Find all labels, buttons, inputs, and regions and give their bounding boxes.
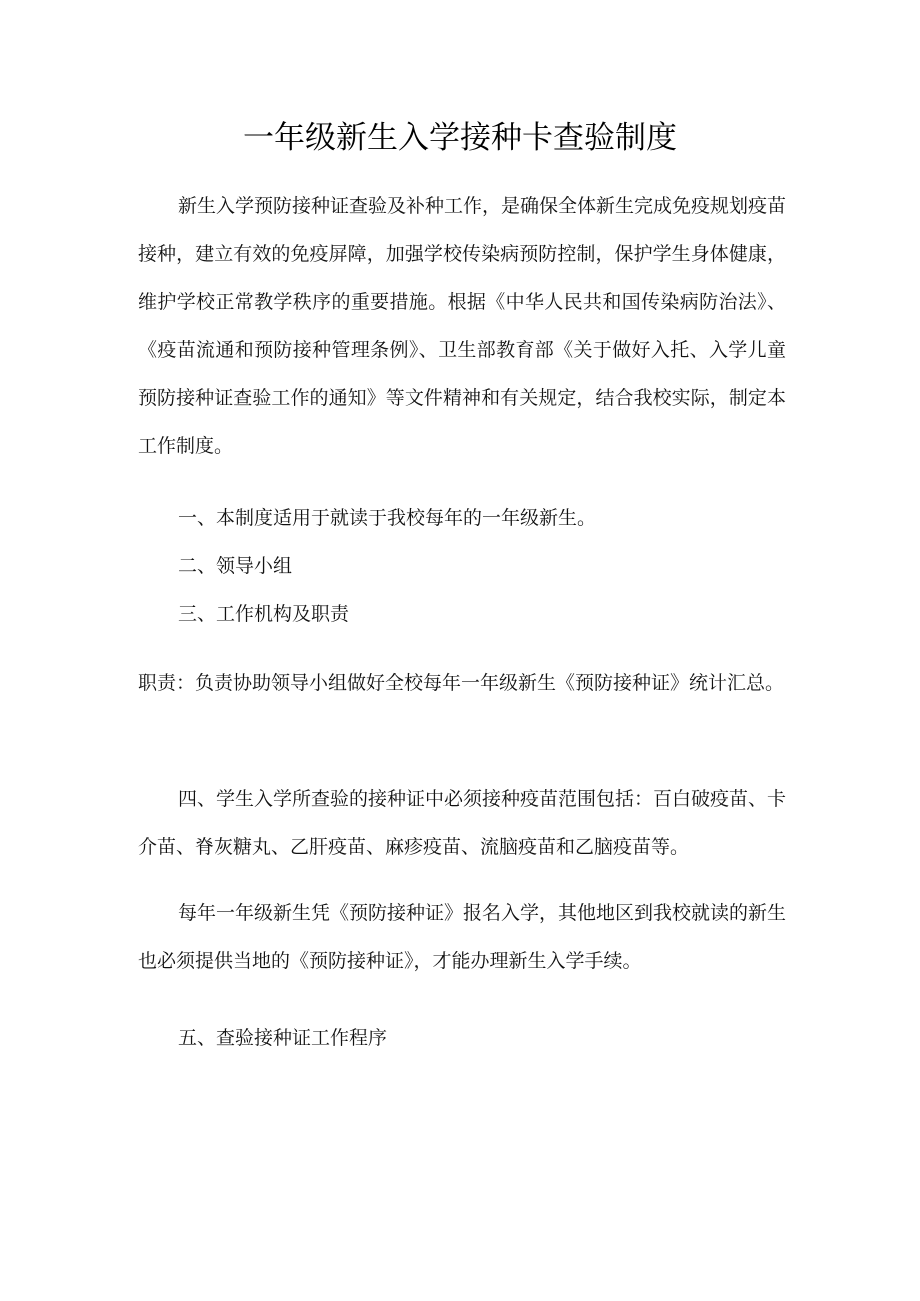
section-1: 一、本制度适用于就读于我校每年的一年级新生。 — [178, 507, 597, 529]
intro-paragraph: 新生入学预防接种证查验及补种工作，是确保全体新生完成免疫规划疫苗接种，建立有效的免疫屏障，加强学校传染病预防控制，保护学生身体健康，维护学校正常教学秩序的重要措施。根据《中华人民共和国传染病防治法》、《疫苗流通和预防接种管理条例》、卫生部教育部《关于做好入托、入学儿童预防接种证查验工作的通知》等文件精神和有关规定，结合我校实际，制定本工作制度。 — [138, 195, 787, 457]
document-title: 一年级新生入学接种卡查验制度 — [243, 120, 677, 156]
section-2-heading: 二、领导小组 — [178, 555, 293, 577]
section-5-heading: 五、查验接种证工作程序 — [178, 1027, 388, 1049]
enrollment-paragraph: 每年一年级新生凭《预防接种证》报名入学，其他地区到我校就读的新生也必须提供当地的《预防接种证》，才能办理新生入学手续。 — [138, 902, 787, 972]
section-3-heading: 三、工作机构及职责 — [178, 603, 350, 625]
section-4-paragraph: 四、学生入学所查验的接种证中必须接种疫苗范围包括：百白破疫苗、卡介苗、脊灰糖丸、乙肝疫苗、麻疹疫苗、流脑疫苗和乙脑疫苗等。 — [138, 788, 787, 858]
duty-paragraph: 职责：负责协助领导小组做好全校每年一年级新生《预防接种证》统计汇总。 — [138, 672, 785, 694]
